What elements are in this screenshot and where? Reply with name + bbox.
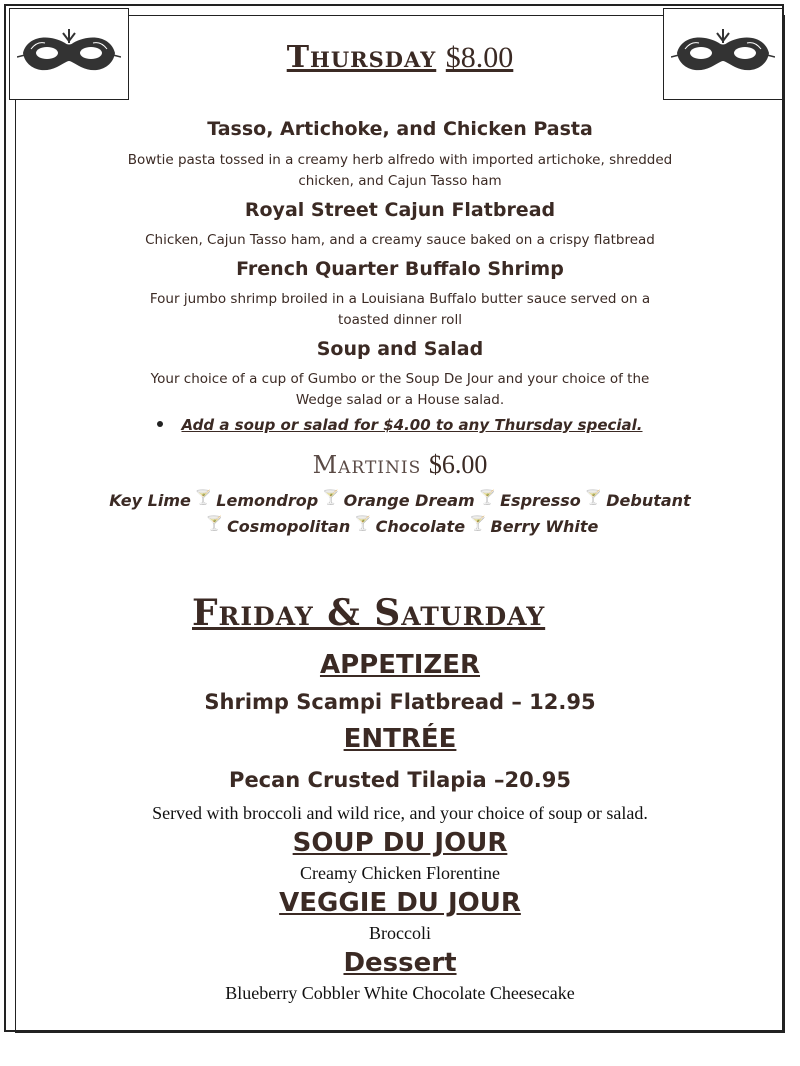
dish-desc-line: Chicken, Cajun Tasso ham, and a creamy sauce baked on a crispy flatbread (145, 232, 655, 248)
martini-item: Orange Dream (343, 491, 475, 510)
soup-item: Creamy Chicken Florentine (300, 863, 500, 883)
addon-note (0, 416, 800, 434)
dish-name: Soup and Salad (316, 338, 484, 360)
dessert-heading: Dessert (343, 948, 457, 978)
entree-item: Pecan Crusted Tilapia –20.95 (229, 768, 571, 792)
thursday-title (0, 40, 800, 75)
dish-name: Royal Street Cajun Flatbread (244, 199, 556, 221)
martinis-price: $6.00 (428, 450, 488, 479)
martini-list-row-1 (0, 491, 800, 510)
martinis-title-word: Martinis (312, 451, 422, 479)
martini-item: Key Lime (109, 491, 191, 510)
martini-glass-icon: 🍸 (469, 516, 487, 532)
dish-desc-line: chicken, and Cajun Tasso ham (298, 173, 502, 189)
martini-item: Chocolate (375, 517, 466, 536)
martini-glass-icon: 🍸 (194, 490, 213, 506)
martini-glass-icon: 🍸 (354, 516, 372, 532)
bullet-icon (157, 421, 163, 427)
weekend-title: Friday & Saturday (192, 592, 546, 634)
martini-item: Cosmopolitan (227, 517, 351, 536)
martini-glass-icon: 🍸 (205, 516, 224, 532)
dessert-item: Blueberry Cobbler White Chocolate Cheesecake (225, 983, 575, 1003)
dish-description (110, 150, 690, 192)
addon-text: Add a soup or salad for $4.00 to any Thursday special. (181, 416, 643, 434)
dish-desc-line: Wedge salad or a House salad. (295, 392, 505, 408)
thursday-title-word: Thursday (286, 40, 437, 75)
martini-item: Berry White (490, 517, 599, 536)
martini-glass-icon: 🍸 (478, 490, 497, 506)
entree-description: Served with broccoli and wild rice, and your choice of soup or salad. (152, 803, 648, 823)
martini-list-row-2 (0, 517, 800, 536)
martini-item: Lemondrop (216, 491, 319, 510)
martini-item: Espresso (500, 491, 581, 510)
dish-description (110, 289, 690, 331)
dish-desc-line: Your choice of a cup of Gumbo or the Soup De Jour and your choice of the (150, 371, 650, 387)
martini-item: Debutant (606, 491, 691, 510)
soup-heading: SOUP DU JOUR (292, 828, 508, 858)
dish-desc-line: toasted dinner roll (338, 312, 462, 328)
appetizer-heading: APPETIZER (319, 650, 481, 680)
martini-glass-icon: 🍸 (584, 490, 603, 506)
dish-desc-line: Bowtie pasta tossed in a creamy herb alfredo with imported artichoke, shredded (127, 152, 673, 168)
dish-description (110, 230, 690, 251)
entree-heading: ENTRÉE (343, 724, 457, 754)
veggie-item: Broccoli (369, 923, 431, 943)
appetizer-item: Shrimp Scampi Flatbread – 12.95 (204, 690, 596, 714)
dish-desc-line: Four jumbo shrimp broiled in a Louisiana Buffalo butter sauce served on a (149, 291, 651, 307)
martini-glass-icon: 🍸 (322, 490, 340, 506)
dish-name: Tasso, Artichoke, and Chicken Pasta (207, 118, 593, 140)
thursday-price: $8.00 (445, 41, 514, 74)
dish-description (110, 369, 690, 411)
martinis-title (0, 450, 800, 480)
veggie-heading: VEGGIE DU JOUR (279, 888, 521, 918)
dish-name: French Quarter Buffalo Shrimp (236, 258, 564, 280)
